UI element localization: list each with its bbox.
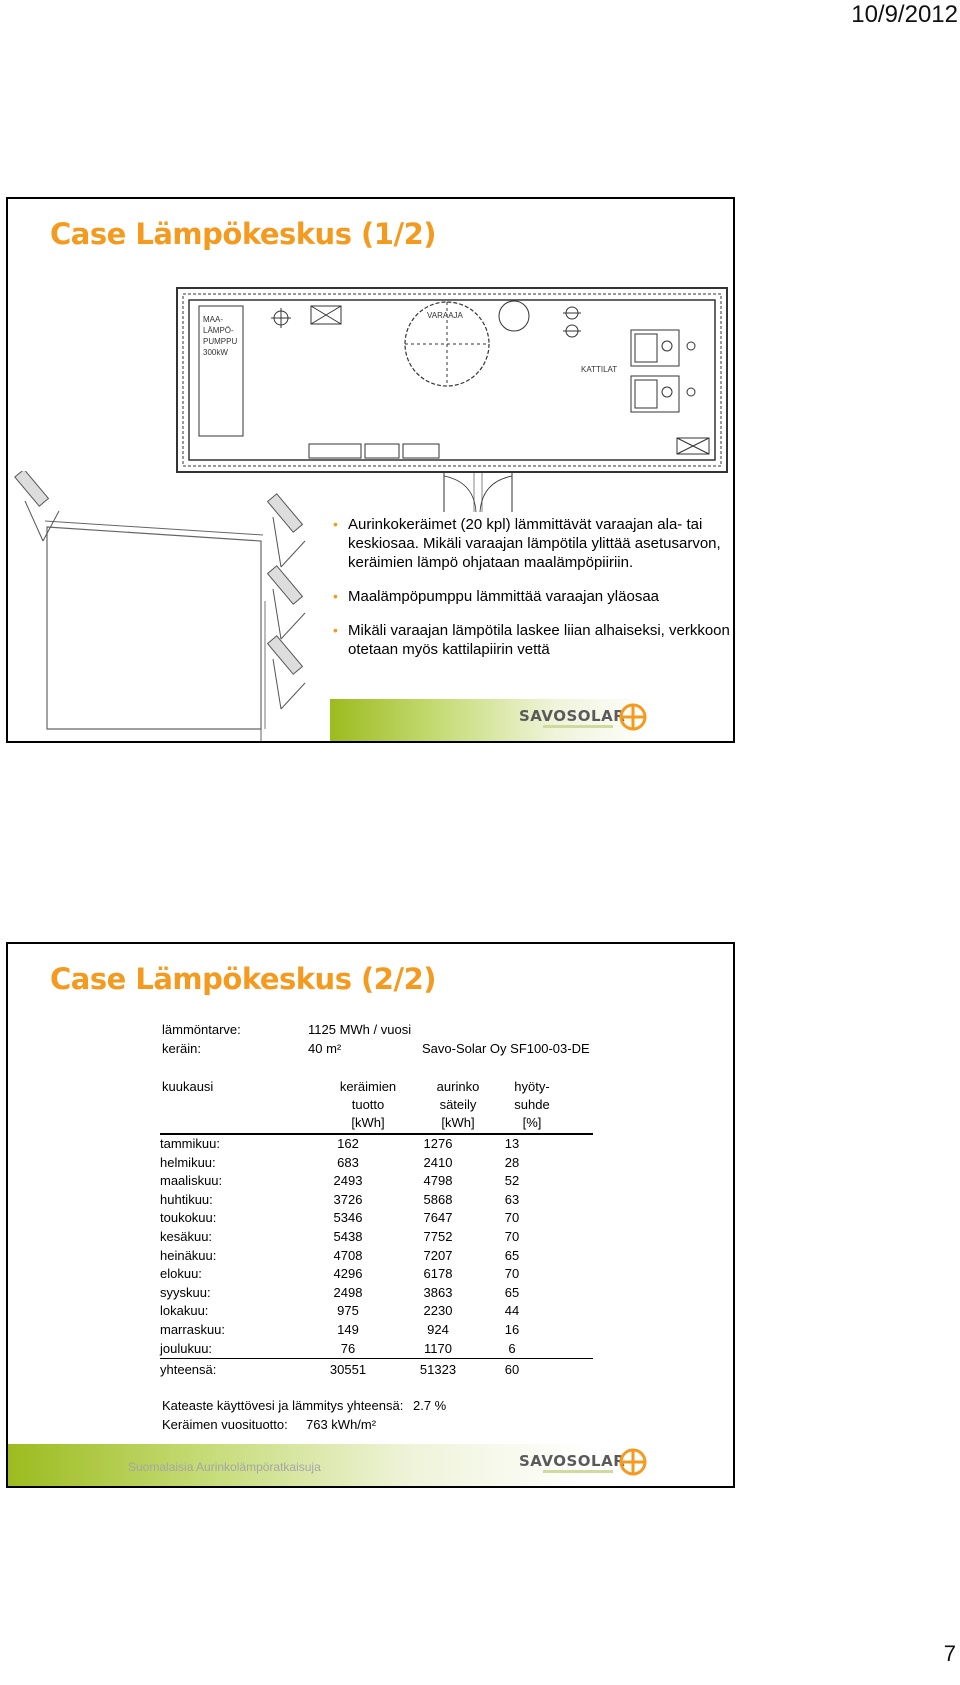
row-efficiency: 16 xyxy=(504,1321,520,1337)
plan-label-heatpump-4: 300kW xyxy=(203,348,228,357)
row-solar-radiation: 7207 xyxy=(423,1247,453,1263)
slide-1-title: Case Lämpökeskus (1/2) xyxy=(50,217,437,251)
row-month: joulukuu: xyxy=(160,1340,213,1356)
logo-tagline-line xyxy=(543,1470,613,1473)
row-month: syyskuu: xyxy=(160,1284,211,1300)
table-row xyxy=(160,1228,593,1247)
plan-label-boilers: KATTILAT xyxy=(581,365,618,374)
row-collector-yield: 76 xyxy=(340,1340,356,1356)
row-collector-yield: 4296 xyxy=(333,1266,363,1282)
row-efficiency: 6 xyxy=(508,1340,516,1356)
table-row xyxy=(160,1321,593,1340)
demand-value: 1125 MWh / vuosi xyxy=(308,1022,412,1037)
savosolar-logo xyxy=(519,703,649,735)
header-c3-line2: suhde xyxy=(514,1097,550,1112)
row-month: toukokuu: xyxy=(160,1210,217,1226)
row-collector-yield: 3726 xyxy=(333,1191,363,1207)
slide-1-bullets xyxy=(333,515,731,674)
row-month: elokuu: xyxy=(160,1266,202,1282)
table-row xyxy=(160,1284,593,1303)
table-total-rule xyxy=(160,1358,593,1359)
row-month: helmikuu: xyxy=(160,1154,216,1170)
row-solar-radiation: 2230 xyxy=(423,1303,453,1319)
footer-text: Suomalaisia Aurinkolämpöratkaisuja xyxy=(128,1460,321,1474)
header-c2-line1: aurinko xyxy=(436,1079,480,1094)
yield-value: 763 kWh/m² xyxy=(306,1417,377,1432)
table-total-row xyxy=(160,1361,593,1380)
row-efficiency: 63 xyxy=(504,1191,520,1207)
collector-label: keräin: xyxy=(162,1041,202,1056)
row-month: huhtikuu: xyxy=(160,1191,213,1207)
page-number: 7 xyxy=(943,1641,956,1666)
table-row xyxy=(160,1191,593,1210)
bullet-2: • Maalämpöpumppu lämmittää varaajan yläosaa xyxy=(333,587,731,606)
yield-label: Keräimen vuosituotto: xyxy=(162,1417,288,1432)
slide-1 xyxy=(6,197,735,743)
plan-label-heatpump-3: PUMPPU xyxy=(203,337,238,346)
header-c1-line1: keräimien xyxy=(339,1079,397,1094)
row-efficiency: 44 xyxy=(504,1303,520,1319)
demand-label: lämmöntarve: xyxy=(162,1022,241,1037)
page-date: 10/9/2012 xyxy=(851,1,958,28)
row-month: lokakuu: xyxy=(160,1303,209,1319)
table-row xyxy=(160,1340,593,1359)
table-row xyxy=(160,1265,593,1284)
row-collector-yield: 162 xyxy=(337,1136,359,1151)
header-c3-line1: hyöty- xyxy=(514,1079,550,1094)
total-label: yhteensä: xyxy=(160,1362,217,1378)
header-month: kuukausi xyxy=(162,1079,214,1094)
logo-tagline-line xyxy=(543,725,613,728)
coverage-label: Kateaste käyttövesi ja lämmitys yhteensä: xyxy=(162,1398,404,1413)
row-efficiency: 52 xyxy=(504,1173,520,1189)
table-row xyxy=(160,1247,593,1266)
logo-plus-icon xyxy=(619,1448,647,1476)
row-collector-yield: 4708 xyxy=(333,1247,363,1263)
row-solar-radiation: 4798 xyxy=(423,1173,453,1189)
row-efficiency: 28 xyxy=(504,1154,520,1170)
table-row xyxy=(160,1172,593,1191)
total-collector-yield: 30551 xyxy=(329,1362,367,1378)
table-row xyxy=(160,1302,593,1321)
total-solar-radiation: 51323 xyxy=(419,1362,457,1378)
logo-text: SAVOSOLAR xyxy=(519,1452,626,1470)
row-collector-yield: 683 xyxy=(337,1154,359,1170)
row-solar-radiation: 1170 xyxy=(424,1340,452,1356)
row-collector-yield: 5438 xyxy=(333,1228,363,1244)
row-solar-radiation: 6178 xyxy=(423,1266,453,1282)
plan-label-heatpump-1: MAA- xyxy=(203,315,223,324)
row-efficiency: 70 xyxy=(504,1228,520,1244)
row-month: kesäkuu: xyxy=(160,1228,213,1244)
table-row xyxy=(160,1154,593,1173)
collector-area: 40 m² xyxy=(308,1041,342,1056)
header-c3-line3: [%] xyxy=(522,1115,542,1130)
row-month: maaliskuu: xyxy=(160,1173,223,1189)
building-elevation-drawing xyxy=(11,471,311,741)
bullet-3: • Mikäli varaajan lämpötila laskee liian alhaiseksi, verkkoon otetaan myös kattilapiirin vettä xyxy=(333,621,731,659)
logo-plus-icon xyxy=(619,703,647,731)
row-solar-radiation: 5868 xyxy=(423,1191,453,1207)
row-efficiency: 70 xyxy=(504,1210,520,1226)
collector-model: Savo-Solar Oy SF100-03-DE xyxy=(422,1041,590,1056)
header-c1-line2: tuotto xyxy=(351,1097,385,1112)
logo-text: SAVOSOLAR xyxy=(519,707,626,725)
row-solar-radiation: 1276 xyxy=(423,1136,453,1151)
row-solar-radiation: 7752 xyxy=(423,1228,453,1244)
header-c1-line3: [kWh] xyxy=(351,1115,385,1130)
total-efficiency: 60 xyxy=(504,1362,520,1378)
header-c2-line3: [kWh] xyxy=(441,1115,475,1130)
row-month: marraskuu: xyxy=(160,1321,226,1337)
plan-label-tank: VARAAJA xyxy=(427,311,463,320)
slide-2 xyxy=(6,942,735,1488)
row-efficiency: 13 xyxy=(504,1136,520,1151)
row-efficiency: 65 xyxy=(504,1247,520,1263)
header-c2-line2: säteily xyxy=(439,1097,477,1112)
bullet-1: • Aurinkokeräimet (20 kpl) lämmittävät varaajan ala- tai keskiosaa. Mikäli varaajan lämpötila ylittää asetusarvon, keräimien lämpö ohjataan maalämpöpiiriin. xyxy=(333,515,731,572)
row-solar-radiation: 3863 xyxy=(423,1284,453,1300)
data-table xyxy=(160,1135,593,1380)
row-collector-yield: 149 xyxy=(337,1321,359,1337)
row-collector-yield: 975 xyxy=(337,1303,359,1319)
row-solar-radiation: 7647 xyxy=(423,1210,453,1226)
savosolar-logo xyxy=(519,1448,649,1480)
row-collector-yield: 5346 xyxy=(333,1210,363,1226)
row-solar-radiation: 924 xyxy=(427,1321,449,1337)
row-collector-yield: 2498 xyxy=(333,1284,363,1300)
coverage-value: 2.7 % xyxy=(413,1398,447,1413)
row-collector-yield: 2493 xyxy=(333,1173,363,1189)
row-month: heinäkuu: xyxy=(160,1247,217,1263)
row-efficiency: 70 xyxy=(504,1266,520,1282)
slide-2-title: Case Lämpökeskus (2/2) xyxy=(50,962,437,996)
row-efficiency: 65 xyxy=(504,1284,520,1300)
table-row xyxy=(160,1135,593,1154)
table-row xyxy=(160,1209,593,1228)
row-month: tammikuu: xyxy=(160,1136,220,1151)
row-solar-radiation: 2410 xyxy=(423,1154,453,1170)
plan-label-heatpump-2: LÄMPÖ- xyxy=(203,326,234,335)
